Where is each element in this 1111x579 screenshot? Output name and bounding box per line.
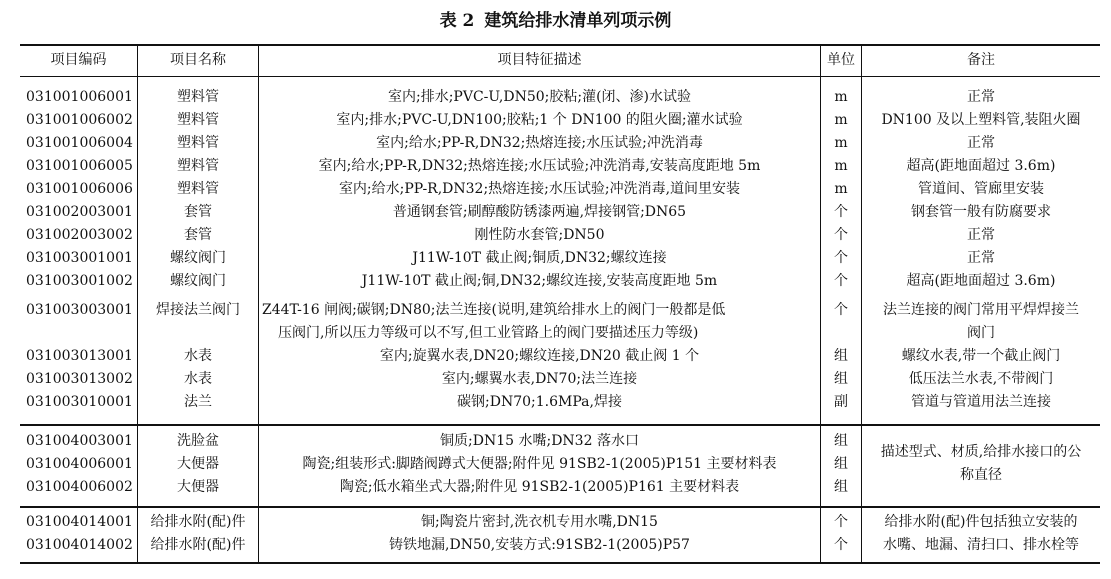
header-description: 项目特征描述	[497, 52, 582, 68]
cell-code: 031003013002	[26, 371, 133, 387]
cell-unit: 个	[834, 204, 848, 220]
cell-description: J11W-10T 截止阀;铜质,DN32;螺纹连接	[412, 250, 667, 266]
cell-code: 031003001002	[26, 273, 133, 289]
cell-unit: m	[834, 135, 848, 151]
cell-name: 水表	[184, 371, 212, 387]
cell-description: 室内;螺翼水表,DN70;法兰连接	[441, 371, 638, 387]
cell-description: 碳钢;DN70;1.6MPa,焊接	[457, 394, 622, 410]
cell-unit: 个	[834, 537, 848, 553]
group3-note: 给排水附(配)件包括独立安装的	[884, 514, 1078, 530]
cell-name: 给排水附(配)件	[150, 537, 246, 553]
cell-code: 031004006001	[26, 456, 133, 472]
group2-note: 描述型式、材质,给排水接口的公	[880, 444, 1082, 460]
cell-unit: 组	[834, 433, 848, 449]
cell-name: 给排水附(配)件	[150, 514, 246, 530]
cell-unit: 组	[834, 371, 848, 387]
table-caption: 建筑给排水清单列项示例	[484, 11, 672, 31]
cell-name: 大便器	[177, 456, 219, 472]
header-note: 备注	[967, 52, 995, 68]
cell-description: 刚性防水套管;DN50	[474, 227, 605, 243]
cell-unit: 组	[834, 348, 848, 364]
cell-note: 管道与管道用法兰连接	[911, 394, 1051, 410]
table-number: 表 2	[439, 11, 475, 31]
cell-description: 铜;陶瓷片密封,洗衣机专用水嘴,DN15	[421, 514, 658, 530]
cell-code: 031002003002	[26, 227, 133, 243]
header-unit: 单位	[827, 52, 855, 68]
cell-description: 室内;给水;PP-R,DN32;热熔连接;水压试验;冲洗消毒,安装高度距地 5m	[318, 158, 761, 174]
cell-code: 031003013001	[26, 348, 133, 364]
group-divider-1	[20, 424, 1100, 426]
cell-description: J11W-10T 截止阀;铜,DN32;螺纹连接,安装高度距地 5m	[361, 273, 718, 289]
cell-description: 室内;给水;PP-R,DN32;热熔连接;水压试验;冲洗消毒,道间里安装	[338, 181, 741, 197]
cell-code: 031004014001	[26, 514, 133, 530]
cell-code: 031001006002	[26, 112, 133, 128]
cell-description: 室内;给水;PP-R,DN32;热熔连接;水压试验;冲洗消毒	[376, 135, 703, 151]
cell-unit: 个	[834, 227, 848, 243]
cell-name: 螺纹阀门	[170, 250, 226, 266]
header-rule	[20, 76, 1100, 77]
cell-name: 洗脸盆	[177, 433, 219, 449]
cell-name: 法兰	[184, 394, 212, 410]
cell-description: 室内;旋翼水表,DN20;螺纹连接,DN20 截止阀 1 个	[379, 348, 700, 364]
cell-unit: 个	[834, 273, 848, 289]
cell-description: 普通钢套管;刷醇酸防锈漆两遍,焊接钢管;DN65	[392, 204, 687, 220]
group3-note-cont: 水嘴、地漏、清扫口、排水栓等	[883, 537, 1079, 553]
cell-unit: m	[834, 89, 848, 105]
cell-note: 螺纹水表,带一个截止阀门	[901, 348, 1061, 364]
cell-note: 正常	[967, 135, 995, 151]
cell-note: 正常	[967, 227, 995, 243]
cell-description: 铜质;DN15 水嘴;DN32 落水口	[440, 433, 639, 449]
cell-unit: 副	[834, 394, 848, 410]
cell-note: 正常	[967, 250, 995, 266]
cell-description: 室内;排水;PVC-U,DN50;胶粘;灌(闭、渗)水试验	[387, 89, 692, 105]
cell-code: 031003001001	[26, 250, 133, 266]
cell-name: 套管	[184, 227, 212, 243]
cell-unit: 个	[834, 302, 848, 318]
cell-code: 031002003001	[26, 204, 133, 220]
cell-description: Z44T-16 闸阀;碳钢;DN80;法兰连接(说明,建筑给排水上的阀门一般都是低	[262, 302, 726, 318]
cell-note-cont: 阀门	[967, 325, 995, 341]
cell-name: 螺纹阀门	[170, 273, 226, 289]
header-code: 项目编码	[50, 52, 107, 68]
cell-code: 031003003001	[26, 302, 133, 318]
cell-code: 031004006002	[26, 479, 133, 495]
cell-code: 031004003001	[26, 433, 133, 449]
cell-name: 塑料管	[177, 89, 219, 105]
cell-unit: m	[834, 181, 848, 197]
cell-code: 031003010001	[26, 394, 133, 410]
table-top-rule	[20, 44, 1100, 46]
cell-note: 钢套管一般有防腐要求	[911, 204, 1051, 220]
cell-name: 塑料管	[177, 181, 219, 197]
cell-name: 套管	[184, 204, 212, 220]
cell-note: DN100 及以上塑料管,装阻火圈	[881, 112, 1081, 128]
cell-note: 超高(距地面超过 3.6m)	[906, 273, 1056, 289]
cell-code: 031001006001	[26, 89, 133, 105]
cell-name: 塑料管	[177, 135, 219, 151]
cell-name: 塑料管	[177, 158, 219, 174]
cell-note: 法兰连接的阀门常用平焊焊接兰	[883, 302, 1079, 318]
cell-name: 大便器	[177, 479, 219, 495]
header-name: 项目名称	[170, 52, 226, 68]
table-bottom-rule	[20, 562, 1100, 564]
cell-name: 焊接法兰阀门	[156, 302, 240, 318]
cell-note: 超高(距地面超过 3.6m)	[906, 158, 1056, 174]
group-divider-2	[20, 506, 1100, 508]
cell-description: 室内;排水;PVC-U,DN100;胶粘;1 个 DN100 的阻火圈;灌水试验	[336, 112, 743, 128]
group2-note-cont: 称直径	[960, 467, 1002, 483]
cell-name: 塑料管	[177, 112, 219, 128]
cell-code: 031001006004	[26, 135, 133, 151]
cell-description: 陶瓷;低水箱坐式大器;附件见 91SB2-1(2005)P161 主要材料表	[339, 479, 740, 495]
cell-code: 031001006006	[26, 181, 133, 197]
cell-unit: m	[834, 112, 848, 128]
cell-unit: 组	[834, 479, 848, 495]
cell-code: 031001006005	[26, 158, 133, 174]
cell-unit: m	[834, 158, 848, 174]
cell-description-cont: 压阀门,所以压力等级可以不写,但工业管路上的阀门要描述压力等级)	[278, 325, 699, 341]
cell-name: 水表	[184, 348, 212, 364]
cell-note: 正常	[967, 89, 995, 105]
cell-note: 管道间、管廊里安装	[918, 181, 1044, 197]
cell-unit: 个	[834, 250, 848, 266]
cell-code: 031004014002	[26, 537, 133, 553]
table-title	[0, 6, 1111, 31]
cell-unit: 个	[834, 514, 848, 530]
cell-description: 陶瓷;组装形式:脚踏阀蹲式大便器;附件见 91SB2-1(2005)P151 主要材料表	[302, 456, 777, 472]
cell-note: 低压法兰水表,不带阀门	[908, 371, 1054, 387]
cell-description: 铸铁地漏,DN50,安装方式:91SB2-1(2005)P57	[389, 537, 690, 553]
cell-unit: 组	[834, 456, 848, 472]
